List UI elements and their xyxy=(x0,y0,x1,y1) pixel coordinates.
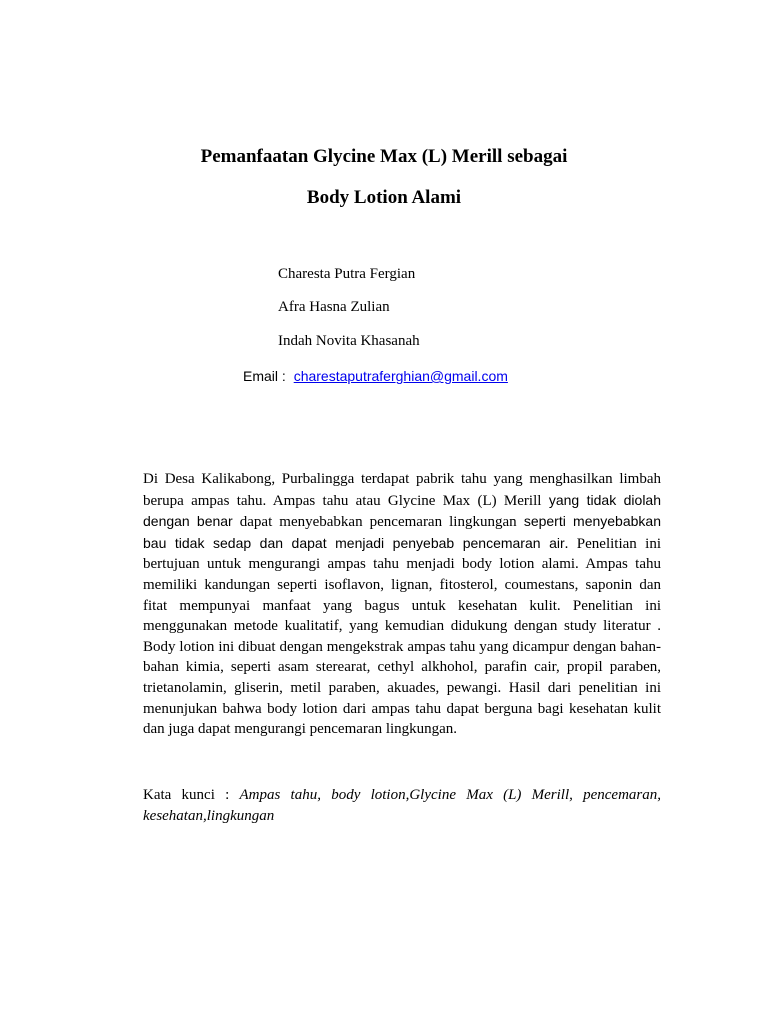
abstract-text: yang tidak diolah dengan benar xyxy=(143,491,662,530)
email-label: Email : xyxy=(243,368,286,384)
paper-title-line-2: Body Lotion Alami xyxy=(306,187,462,208)
keywords-paragraph xyxy=(143,785,661,826)
abstract-text: Di Desa Kalikabong, Purbalingga terdapat pabrik tahu yang menghasilkan limbah berupa ampas tahu. Ampas tahu atau Glycine Max (L) Merill xyxy=(143,471,661,509)
author-name: Charesta Putra Fergian xyxy=(278,266,416,282)
abstract-text: seperti menyebabkan bau tidak sedap dan dapat menjadi penyebab pencemaran air xyxy=(143,513,661,551)
keywords-terms: Ampas tahu, body lotion,Glycine Max (L) Merill, pencemaran, kesehatan,lingkungan xyxy=(143,787,662,824)
abstract-text: . Penelitian ini bertujuan untuk mengurangi ampas tahu menjadi body lotion alami. Ampas tahu memiliki kandungan seperti isoflavon, lignan, fitosterol, coumestans, saponin dan fitat mempunyai manfaat yang bagus untuk kesehatan kulit. Penelitian ini menggunakan metode kualitatif, yang kemudian didukung dengan study literatur . Body lotion ini dibuat dengan mengekstrak ampas tahu yang dicampur dengan bahan-bahan kimia, seperti asam sterearat, cethyl alkhohol, parafin cair, propil paraben, trietanolamin, gliserin, metil paraben, akuades, pewangi. Hasil dari penelitian ini menunjukan bahwa body lotion dari ampas tahu dapat berguna bagi kesehatan kulit dan juga dapat mengurangi pencemaran lingkungan. xyxy=(143,535,661,738)
paper-title-line-1: Pemanfaatan Glycine Max (L) Merill sebagai xyxy=(200,146,568,167)
keywords-label: Kata kunci : xyxy=(143,787,240,803)
abstract-text: dapat menyebabkan pencemaran lingkungan xyxy=(232,514,517,531)
email-link[interactable]: charestaputraferghian@gmail.com xyxy=(293,368,508,384)
author-name: Indah Novita Khasanah xyxy=(278,333,420,349)
email-row xyxy=(243,368,508,384)
author-name: Afra Hasna Zulian xyxy=(278,299,390,315)
abstract-paragraph xyxy=(143,469,661,740)
